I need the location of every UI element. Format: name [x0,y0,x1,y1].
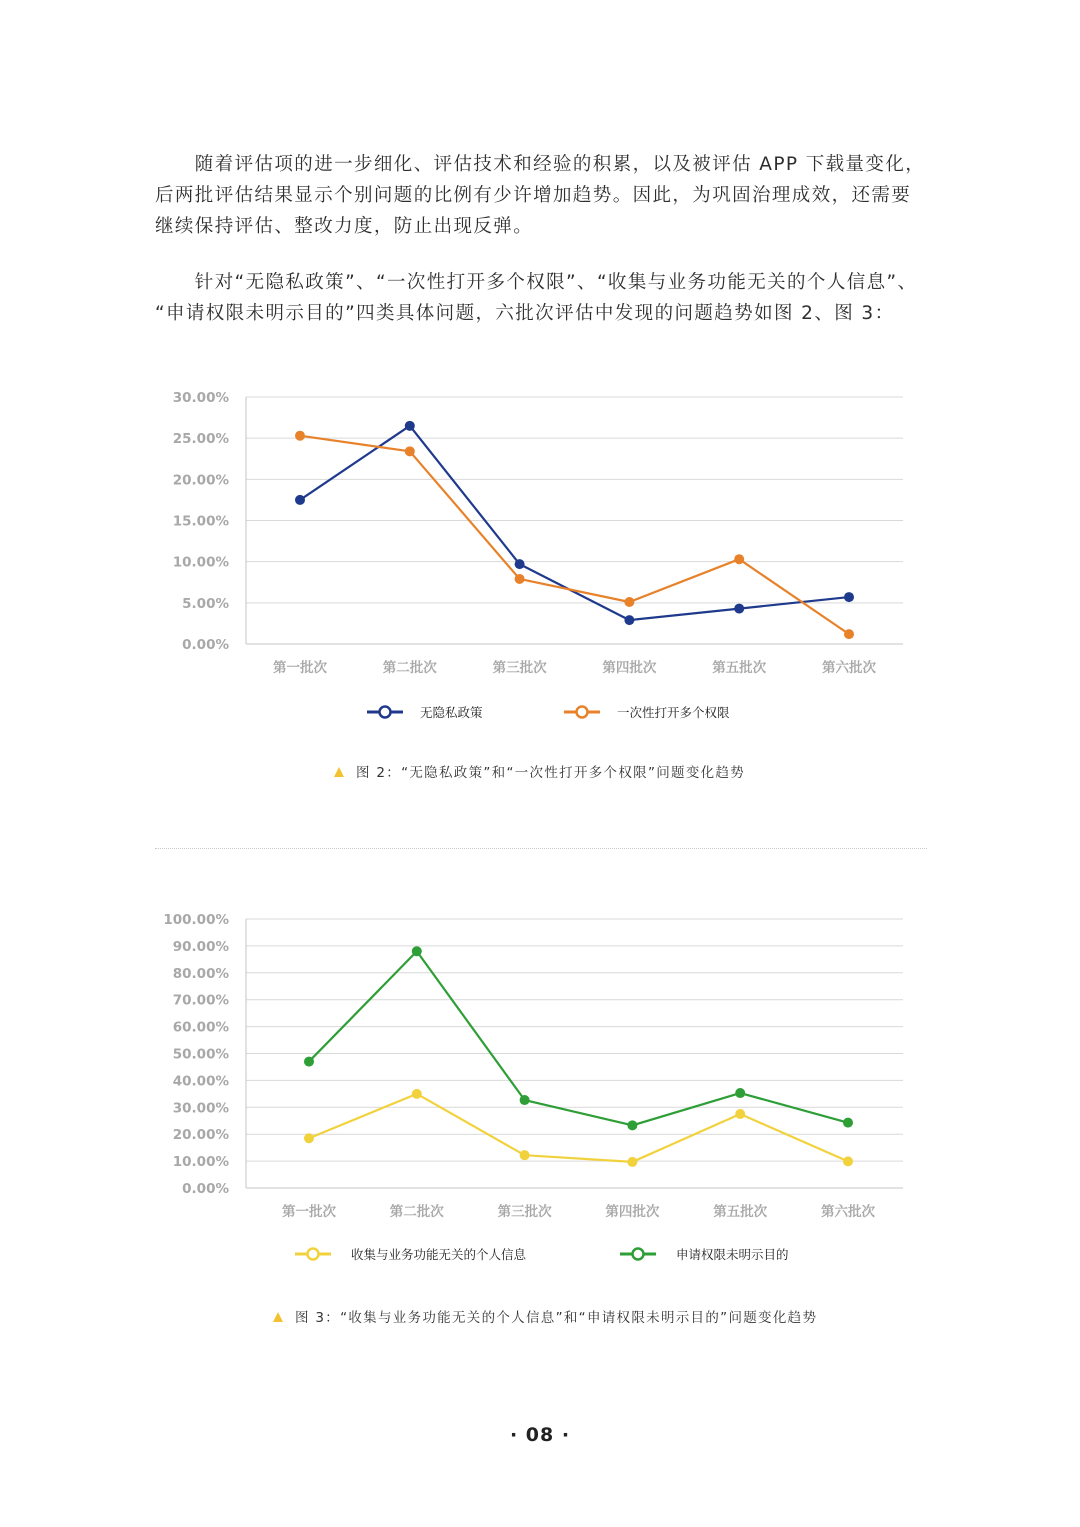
x-tick-label: 第二批次 [382,660,437,676]
data-point [844,629,854,639]
data-point [405,446,415,456]
data-point [304,1057,314,1067]
data-point [627,1157,637,1167]
legend-marker-icon [577,707,588,718]
data-point [520,1095,530,1105]
x-tick-label: 第一批次 [273,660,327,676]
paragraph-line: “申请权限未明示目的”四类具体问题，六批次评估中发现的问题趋势如图 2、图 3： [155,303,895,324]
legend-label: 无隐私政策 [420,705,483,720]
intro-paragraph [155,149,935,242]
y-tick-label: 10.00% [172,1154,229,1171]
triangle-bullet-icon [334,767,344,777]
data-point [295,495,305,505]
x-tick-label: 第六批次 [821,1204,875,1220]
page-number: · 08 · [509,1424,571,1446]
y-tick-label: 0.00% [182,637,229,653]
data-point [735,1088,745,1098]
x-tick-label: 第五批次 [713,1204,768,1220]
y-tick-label: 70.00% [172,992,229,1009]
y-tick-label: 90.00% [172,938,229,955]
y-tick-label: 20.00% [172,1127,229,1144]
y-tick-label: 10.00% [172,554,229,571]
legend-label: 收集与业务功能无关的个人信息 [351,1247,527,1262]
paragraph-line: 后两批评估结果显示个别问题的比例有少许增加趋势。因此，为巩固治理成效，还需要 [155,185,912,206]
y-tick-label: 80.00% [172,965,229,982]
y-tick-label: 30.00% [172,1100,229,1117]
figure-2-caption-text: 图 2：“无隐私政策”和“一次性打开多个权限”问题变化趋势 [356,765,746,781]
y-tick-label: 30.00% [172,390,229,406]
legend-marker-icon [633,1249,644,1260]
legend-label: 申请权限未明示目的 [676,1247,789,1262]
figure-2-caption [334,761,745,781]
x-tick-label: 第四批次 [605,1204,660,1220]
problem-types-paragraph [155,267,935,329]
legend-marker-icon [308,1249,319,1260]
paragraph-line: 随着评估项的进一步细化、评估技术和经验的积累，以及被评估 APP 下载量变化， [155,154,926,175]
figure-3-caption-text: 图 3：“收集与业务功能无关的个人信息”和“申请权限未明示目的”问题变化趋势 [295,1310,818,1326]
data-point [412,1089,422,1099]
data-point [844,592,854,602]
data-point [515,559,525,569]
x-tick-label: 第三批次 [497,1204,552,1220]
y-tick-label: 100.00% [163,912,229,928]
paragraph-line: 继续保持评估、整改力度，防止出现反弹。 [155,216,534,237]
triangle-bullet-icon [273,1312,283,1322]
legend-label: 一次性打开多个权限 [617,705,730,720]
y-tick-label: 5.00% [182,595,229,612]
x-tick-label: 第四批次 [602,660,657,676]
data-point [304,1133,314,1143]
data-point [735,1109,745,1119]
y-tick-label: 25.00% [172,431,229,448]
figure-3-line-chart [0,900,1080,1280]
y-tick-label: 40.00% [172,1073,229,1090]
y-tick-label: 60.00% [172,1019,229,1036]
section-divider [155,848,927,849]
y-tick-label: 15.00% [172,513,229,530]
data-point [412,946,422,956]
data-point [734,604,744,614]
x-tick-label: 第三批次 [492,660,547,676]
x-tick-label: 第一批次 [282,1204,336,1220]
x-tick-label: 第二批次 [389,1204,444,1220]
data-point [515,574,525,584]
data-point [405,421,415,431]
y-tick-label: 50.00% [172,1046,229,1063]
y-tick-label: 20.00% [172,472,229,489]
legend-marker-icon [380,707,391,718]
data-point [624,597,634,607]
figure-3-caption [273,1306,817,1326]
data-point [624,615,634,625]
x-tick-label: 第五批次 [712,660,767,676]
data-point [843,1156,853,1166]
data-point [734,554,744,564]
data-point [520,1150,530,1160]
figure-2-line-chart [0,380,1080,750]
paragraph-line: 针对“无隐私政策”、“一次性打开多个权限”、“收集与业务功能无关的个人信息”、 [155,272,918,293]
series-line-1 [309,1094,848,1162]
x-tick-label: 第六批次 [822,660,876,676]
series-line-2 [309,951,848,1125]
data-point [627,1120,637,1130]
data-point [295,431,305,441]
data-point [843,1118,853,1128]
y-tick-label: 0.00% [182,1181,229,1197]
series-line-2 [300,436,849,634]
